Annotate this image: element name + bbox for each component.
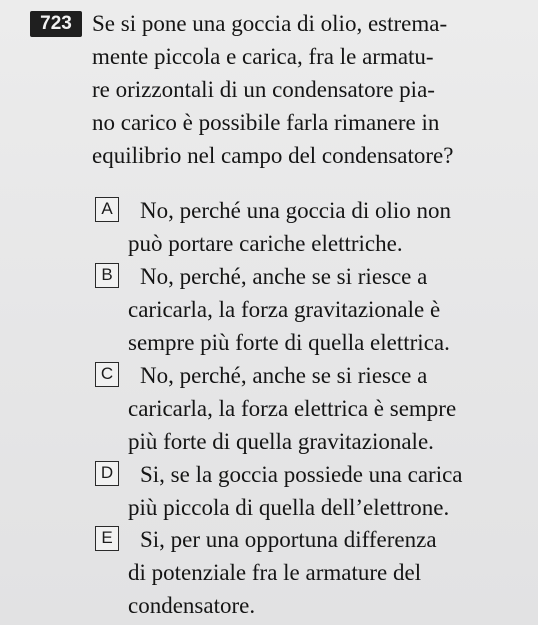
question-line: no carico è possibile farla rimanere in [92, 110, 440, 135]
option-text [128, 194, 513, 260]
option-text [128, 458, 513, 524]
question-number-badge: 723 [30, 11, 82, 37]
option-letter-c: C [95, 362, 119, 387]
option-letter-d: D [95, 461, 119, 486]
option-text [128, 523, 513, 622]
option-line: caricarla, la forza elettrica è sempre [128, 396, 457, 421]
answer-option-a[interactable] [95, 194, 513, 260]
question-line: Se si pone una goccia di olio, estrema- [92, 11, 448, 36]
option-line: No, perché, anche se si riesce a [140, 264, 428, 289]
option-line: No, perché una goccia di olio non [140, 198, 452, 223]
option-letter-e: E [95, 526, 119, 551]
question-line: re orizzontali di un condensatore pia- [92, 77, 435, 102]
option-text [128, 359, 513, 458]
option-line: può portare cariche elettriche. [128, 231, 403, 256]
option-line: condensatore. [128, 593, 256, 618]
question-line: mente piccola e carica, fra le armatu- [92, 44, 434, 69]
question-line: equilibrio nel campo del condensatore? [92, 143, 454, 168]
option-letter-b: B [95, 263, 119, 288]
option-line: di potenziale fra le armature del [128, 560, 422, 585]
option-line: sempre più forte di quella elettrica. [128, 330, 450, 355]
option-letter-a: A [95, 197, 119, 222]
option-text [128, 260, 513, 359]
question-text [92, 7, 512, 172]
option-line: Si, se la goccia possiede una carica [140, 462, 463, 487]
option-line: più forte di quella gravitazionale. [128, 429, 434, 454]
option-line: caricarla, la forza gravitazionale è [128, 297, 441, 322]
option-line: più piccola di quella dell’elettrone. [128, 495, 450, 520]
answer-option-c[interactable] [95, 359, 513, 458]
answer-option-b[interactable] [95, 260, 513, 359]
option-line: No, perché, anche se si riesce a [140, 363, 428, 388]
answer-option-d[interactable] [95, 458, 513, 524]
option-line: Si, per una opportuna differenza [140, 527, 437, 552]
answer-option-e[interactable] [95, 523, 513, 622]
